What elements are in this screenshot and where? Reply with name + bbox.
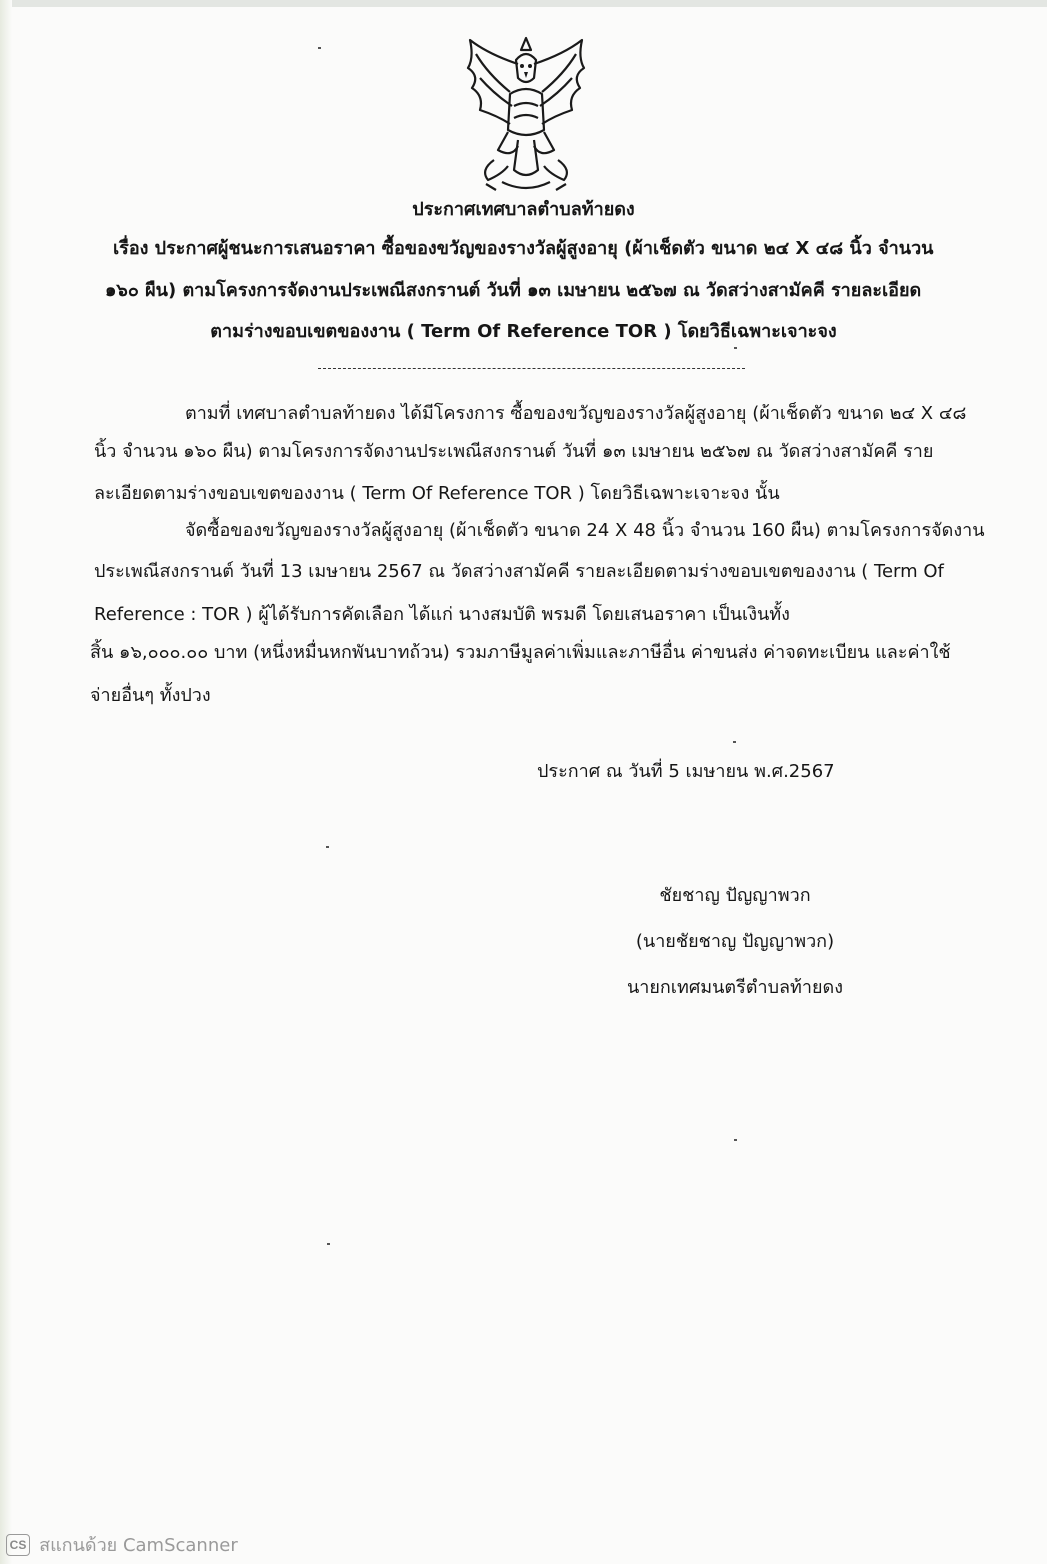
scan-speck bbox=[734, 347, 737, 349]
paragraph-2-line-1: จัดซื้อของขวัญของรางวัลผู้สูงอายุ (ผ้าเช็ดตัว ขนาด 24 X 48 นิ้ว จำนวน 160 ผืน) ตามโครงการจัดงาน bbox=[185, 520, 985, 541]
scan-speck bbox=[734, 1139, 737, 1141]
paragraph-1-line-3: ละเอียดตามร่างขอบเขตของงาน ( Term Of Reference TOR ) โดยวิธีเฉพาะเจาะจง นั้น bbox=[94, 483, 780, 504]
scan-speck bbox=[327, 1243, 330, 1245]
subject-line-2: ๑๖๐ ผืน) ตามโครงการจัดงานประเพณีสงกรานต์ วันที่ ๑๓ เมษายน ๒๕๖๗ ณ วัดสว่างสามัคคี รายละเอียด bbox=[105, 280, 922, 301]
printed-name: (นายชัยชาญ ปัญญาพวก) bbox=[635, 931, 835, 952]
paragraph-2-line-3: Reference : TOR ) ผู้ได้รับการคัดเลือก ได้แก่ นางสมบัติ พรมดี โดยเสนอราคา เป็นเงินทั้ง bbox=[94, 604, 790, 625]
garuda-emblem-icon bbox=[458, 34, 594, 194]
subject-line-3: ตามร่างขอบเขตของงาน ( Term Of Reference TOR ) โดยวิธีเฉพาะเจาะจง bbox=[210, 321, 837, 342]
signatory-position: นายกเทศมนตรีตำบลท้ายดง bbox=[626, 977, 844, 998]
subject-line-1: เรื่อง ประกาศผู้ชนะการเสนอราคา ซื้อของขวัญของรางวัลผู้สูงอายุ (ผ้าเช็ดตัว ขนาด ๒๔ X ๔๘ นิ้ว จำนวน bbox=[113, 238, 934, 259]
scan-speck bbox=[733, 741, 736, 743]
scan-speck bbox=[326, 846, 329, 848]
camscanner-logo-icon: CS bbox=[6, 1534, 30, 1556]
scan-left-edge bbox=[0, 0, 12, 1564]
paragraph-2-line-5: จ่ายอื่นๆ ทั้งปวง bbox=[90, 685, 211, 706]
scan-speck bbox=[318, 47, 321, 49]
separator-rule bbox=[318, 368, 745, 369]
announce-date: ประกาศ ณ วันที่ 5 เมษายน พ.ศ.2567 bbox=[537, 761, 835, 782]
camscanner-text: สแกนด้วย CamScanner bbox=[39, 1535, 238, 1556]
camscanner-watermark bbox=[6, 1530, 238, 1556]
org-title: ประกาศเทศบาลตำบลท้ายดง bbox=[412, 199, 635, 220]
signature-name: ชัยชาญ ปัญญาพวก bbox=[659, 885, 811, 906]
paragraph-1-line-2: นิ้ว จำนวน ๑๖๐ ผืน) ตามโครงการจัดงานประเพณีสงกรานต์ วันที่ ๑๓ เมษายน ๒๕๖๗ ณ วัดสว่างสามัคคี ราย bbox=[94, 441, 934, 462]
paragraph-2-line-2: ประเพณีสงกรานต์ วันที่ 13 เมษายน 2567 ณ วัดสว่างสามัคคี รายละเอียดตามร่างขอบเขตของงาน ( Term Of bbox=[94, 561, 944, 582]
scan-top-edge bbox=[0, 0, 1047, 7]
paragraph-1-line-1: ตามที่ เทศบาลตำบลท้ายดง ได้มีโครงการ ซื้อของขวัญของรางวัลผู้สูงอายุ (ผ้าเช็ดตัว ขนาด ๒๔ X ๔๘ bbox=[185, 403, 967, 424]
paragraph-2-line-4: สิ้น ๑๖,๐๐๐.๐๐ บาท (หนึ่งหมื่นหกพันบาทถ้วน) รวมภาษีมูลค่าเพิ่มและภาษีอื่น ค่าขนส่ง ค่าจดทะเบียน และค่าใช้ bbox=[90, 642, 951, 663]
